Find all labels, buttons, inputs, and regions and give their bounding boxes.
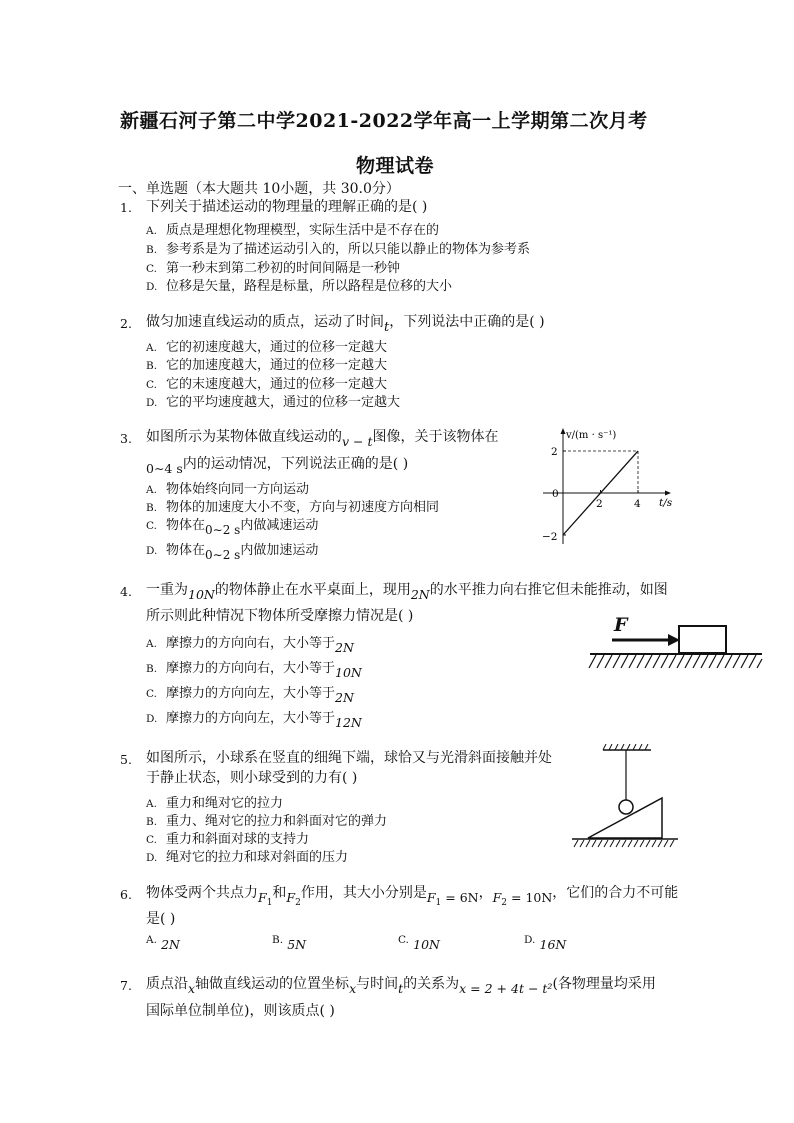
option-c: C. 它的末速度越大，通过的位移一定越大 <box>146 377 388 392</box>
option-a: A. 2N <box>146 934 180 952</box>
graph-ytick-label: −2 <box>542 531 558 543</box>
option-b: B. 重力、绳对它的拉力和斜面对它的弹力 <box>146 814 388 829</box>
question-stem-line2: 0∼4 s内的运动情况，下列说法正确的是( ) <box>146 456 409 476</box>
option-a: A. 它的初速度越大，通过的位移一定越大 <box>146 340 388 355</box>
graph-y-axis-arrow <box>561 428 566 434</box>
option-b: B. 物体的加速度大小不变，方向与初速度方向相同 <box>146 500 440 515</box>
graph-ytick-label: 2 <box>551 446 558 458</box>
option-b: B. 5N <box>272 934 307 952</box>
option-c: C. 物体在0∼2 s内做减速运动 <box>146 518 319 537</box>
option-c: C. 第一秒末到第二秒初的时间间隔是一秒钟 <box>146 261 401 276</box>
option-d: D. 它的平均速度越大，通过的位移一定越大 <box>146 395 401 410</box>
option-a: A. 质点是理想化物理模型，实际生活中是不存在的 <box>146 223 440 238</box>
question-stem: 物体受两个共点力$F_1$和$F_2$作用，其大小分别是$F_1 = 6N$，$F_2 = 10N$，它们的合力不可能 <box>146 885 679 908</box>
option-a: A. 重力和绳对它的拉力 <box>146 796 284 811</box>
option-b: B. 参考系是为了描述运动引入的，所以只能以静止的物体为参考系 <box>146 242 531 257</box>
ground-hatching <box>589 655 762 668</box>
question-stem: 做匀加速直线运动的质点，运动了时间t，下列说法中正确的是( ) <box>146 314 545 335</box>
option-d: D. 16N <box>524 934 567 952</box>
option-c: C. 10N <box>398 934 440 952</box>
question-stem: 如图所示为某物体做直线运动的v − t图像，关于该物体在 <box>146 429 499 449</box>
option-d: D. 位移是矢量，路程是标量，所以路程是位移的大小 <box>146 279 453 294</box>
question-stem-line2: 是( ) <box>146 911 176 927</box>
question-stem-line2: 于静止状态，则小球受到的力有( ) <box>146 770 358 786</box>
block <box>679 626 726 653</box>
question-number: 6. <box>120 887 132 902</box>
graph-origin-label: 0 <box>552 488 559 500</box>
graph-xlabel: t/s <box>659 497 673 509</box>
option-a: A. 摩擦力的方向向右，大小等于2N <box>146 636 354 655</box>
ceiling-hatching <box>603 744 648 750</box>
question-stem: 一重为10N的物体静止在水平桌面上，现用2N的水平推力向右推它但未能推动，如图 <box>146 582 668 602</box>
question-number: 4. <box>120 584 132 599</box>
floor-hatching <box>574 840 674 847</box>
question-number: 3. <box>120 431 132 446</box>
section-heading: 一、单选题（本大题共 10小题，共 30.0分） <box>118 181 400 197</box>
exam-title-line2: 物理试卷 <box>356 155 435 177</box>
vt-graph-figure <box>535 420 680 550</box>
force-label: F <box>614 614 628 636</box>
ball <box>619 800 633 814</box>
question-stem-line2: 所示则此种情况下物体所受摩擦力情况是( ) <box>146 608 414 624</box>
graph-x-axis-arrow <box>665 491 671 496</box>
option-d: D. 摩擦力的方向向左，大小等于12N <box>146 711 362 730</box>
option-c: C. 重力和斜面对球的支持力 <box>146 832 310 847</box>
question-number: 2. <box>120 316 132 331</box>
question-number: 7. <box>120 978 132 993</box>
question-stem: 如图所示，小球系在竖直的细绳下端，球恰又与光滑斜面接触并处 <box>146 750 552 766</box>
option-d: D. 绳对它的拉力和球对斜面的压力 <box>146 850 349 865</box>
option-d: D. 物体在0∼2 s内做加速运动 <box>146 543 319 562</box>
option-b: B. 摩擦力的方向向右，大小等于10N <box>146 661 362 680</box>
block-force-figure <box>588 612 764 672</box>
question-number: 1. <box>120 200 132 215</box>
ball-incline-figure <box>570 744 680 852</box>
graph-xtick-label: 4 <box>634 498 641 510</box>
option-c: C. 摩擦力的方向向左，大小等于2N <box>146 686 354 705</box>
option-a: A. 物体始终向同一方向运动 <box>146 482 310 497</box>
graph-xtick-label: 2 <box>596 498 603 510</box>
question-stem: 下列关于描述运动的物理量的理解正确的是( ) <box>146 199 428 215</box>
graph-ylabel: v/(m · s⁻¹) <box>566 430 617 441</box>
question-number: 5. <box>120 752 132 767</box>
question-stem-line2: 国际单位制单位)，则该质点( ) <box>146 1003 335 1019</box>
option-b: B. 它的加速度越大，通过的位移一定越大 <box>146 358 388 373</box>
question-stem: 质点沿x轴做直线运动的位置坐标x与时间t的关系为x = 2 + 4t − t²(各物理量均采用 <box>146 976 656 996</box>
exam-title-line1: 新疆石河子第二中学2021-2022学年高一上学期第二次月考 <box>120 110 648 132</box>
